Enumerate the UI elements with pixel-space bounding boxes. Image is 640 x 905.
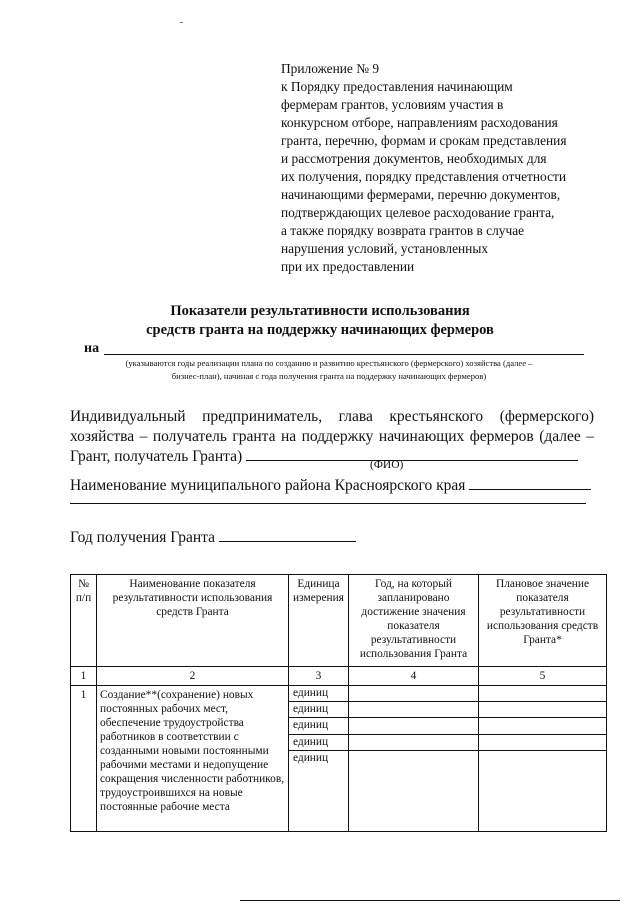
target-year-entry[interactable] <box>349 751 478 766</box>
planned-value-entry[interactable] <box>479 702 606 718</box>
period-input-line[interactable] <box>104 354 584 355</box>
appendix-line: подтверждающих целевое расходование гранта, <box>281 205 555 220</box>
appendix-header <box>281 60 626 276</box>
table-header-row <box>71 575 607 667</box>
period-note-line-1: (указываются годы реализации плана по созданию и развитию крестьянского (фермерского) хозяйства (далее – <box>125 358 533 368</box>
fio-caption: (ФИО) <box>370 459 404 471</box>
grant-year-input-line[interactable] <box>219 528 356 542</box>
fio-input-line[interactable] <box>246 447 578 461</box>
unit-value: единиц <box>293 751 329 764</box>
column-number: 3 <box>289 667 349 686</box>
unit-value: единиц <box>289 686 348 702</box>
appendix-line: Приложение № 9 <box>281 61 380 76</box>
appendix-line: при их предоставлении <box>281 259 415 274</box>
planned-value-entry[interactable] <box>479 751 606 766</box>
planned-value-entry[interactable] <box>479 686 606 702</box>
target-year-entry[interactable] <box>349 686 478 702</box>
target-year-entry[interactable] <box>349 702 478 718</box>
unit-value: единиц <box>289 702 348 718</box>
table-row <box>71 686 607 832</box>
footer-rule <box>240 900 620 901</box>
document-title-line-1: Показатели результативности использования <box>170 303 470 319</box>
scan-artifact <box>180 22 183 23</box>
header-indicator-name: Наименование показателя результативности использования средств Гранта <box>97 575 289 667</box>
unit-value: единиц <box>289 718 348 734</box>
row-number: 1 <box>71 686 97 832</box>
column-number: 5 <box>479 667 607 686</box>
target-year-entry[interactable] <box>349 735 478 751</box>
grant-year-row <box>70 528 594 548</box>
recipient-label: Грант, получатель Гранта) <box>70 448 243 465</box>
header-planned-value: Плановое значение показателя результативности использования средств Гранта* <box>479 575 607 667</box>
period-note-line-2: бизнес-план), начиная с года получения гранта на поддержку начинающих фермеров) <box>171 370 487 381</box>
appendix-line: к Порядку предоставления начинающим <box>281 79 513 94</box>
table-number-row <box>71 667 607 686</box>
appendix-line: фермерам грантов, условиям участия в <box>281 97 504 112</box>
recipient-line-1: Индивидуальный предприниматель, глава крестьянского (фермерского) <box>70 408 594 425</box>
target-year-cell[interactable] <box>349 686 479 832</box>
period-prefix: на <box>84 341 100 356</box>
appendix-line: начинающими фермерами, перечню документов, <box>281 187 561 202</box>
recipient-line-3 <box>70 447 594 467</box>
indicator-name: Создание**(сохранение) новых постоянных рабочих мест, обеспечение трудоустройства работников в соответствии с созданными новыми постоянными рабочими местами и недопущение сокращения численности работников, трудоустроившихся на новые постоянные рабочие места <box>97 686 289 832</box>
indicators-table <box>70 574 607 832</box>
unit-cell <box>289 686 349 832</box>
target-year-entry[interactable] <box>349 718 478 734</box>
column-number: 2 <box>97 667 289 686</box>
header-target-year: Год, на который запланировано достижение значения показателя результативности использования Гранта <box>349 575 479 667</box>
grant-year-label: Год получения Гранта <box>70 529 216 546</box>
header-number: № п/п <box>71 575 97 667</box>
unit-value: единиц <box>289 735 348 751</box>
recipient-line-2: хозяйства – получатель гранта на поддержку начинающих фермеров (далее – <box>70 428 594 445</box>
planned-value-entry[interactable] <box>479 735 606 751</box>
district-input-line-2[interactable] <box>70 503 586 504</box>
appendix-line: а также порядку возврата грантов в случае <box>281 223 525 238</box>
district-label: Наименование муниципального района Красноярского края <box>70 477 466 494</box>
planned-value-cell[interactable] <box>479 686 607 832</box>
planned-value-entry[interactable] <box>479 718 606 734</box>
district-row <box>70 476 594 496</box>
column-number: 1 <box>71 667 97 686</box>
appendix-line: нарушения условий, установленных <box>281 241 489 256</box>
appendix-line: и рассмотрения документов, необходимых для <box>281 151 547 166</box>
column-number: 4 <box>349 667 479 686</box>
document-title-line-2: средств гранта на поддержку начинающих фермеров <box>146 322 494 338</box>
appendix-line: их получения, порядку представления отчетности <box>281 169 567 184</box>
header-unit: Единица измерения <box>289 575 349 667</box>
district-input-line[interactable] <box>469 476 591 490</box>
appendix-line: гранта, перечню, формам и срокам представления <box>281 133 567 148</box>
period-note <box>64 357 594 382</box>
appendix-line: конкурсном отборе, направлениям расходования <box>281 115 558 130</box>
